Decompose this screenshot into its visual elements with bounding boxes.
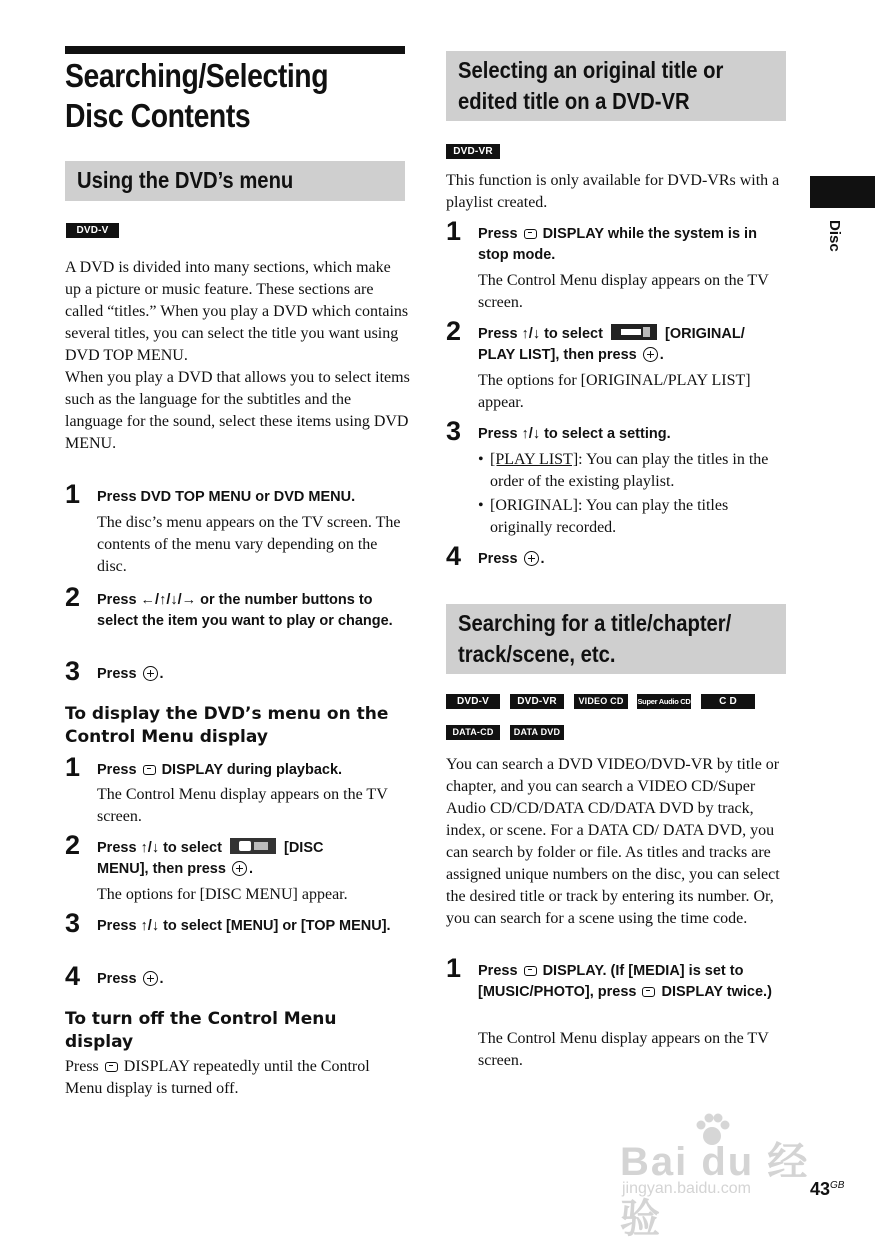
title-rule [65, 46, 405, 54]
display-button-icon [642, 987, 655, 997]
step-instruction: Press DVD TOP MENU or DVD MENU. [97, 489, 356, 505]
step-instruction: Press DISPLAY while the system is in stop mode. [478, 226, 757, 263]
step-instruction: Press ↑/↓ to select [DISC MENU], then press . [97, 840, 324, 877]
step-number: 3 [65, 656, 81, 686]
page-title-line2: Disc Contents [65, 97, 251, 134]
page-title [65, 56, 357, 136]
display-button-icon [143, 765, 156, 775]
enter-button-icon [143, 666, 158, 681]
step-number: 1 [446, 216, 462, 246]
section-heading-dvd-vr: Selecting an original title or edited title on a DVD-VR [446, 51, 786, 121]
page-title-line1: Searching/Selecting [65, 57, 329, 94]
step-instruction: Press ↑/↓ to select [MENU] or [TOP MENU]. [97, 918, 391, 934]
step-description: The options for [DISC MENU] appear. [97, 886, 348, 903]
step-number: 1 [65, 479, 81, 509]
side-tab-label: Disc [826, 220, 843, 252]
section-heading-search: Searching for a title/chapter/ track/scene, etc. [446, 604, 786, 674]
step-number: 2 [65, 830, 81, 860]
badge-dvd-vr: DVD-VR [446, 141, 500, 159]
display-button-icon [524, 229, 537, 239]
original-playlist-icon [611, 324, 657, 340]
display-button-icon [524, 966, 537, 976]
badge-dvd-vr: DVD-VR [510, 694, 564, 709]
step-description: The Control Menu display appears on the TV screen. [478, 1030, 769, 1069]
step-description: The Control Menu display appears on the TV screen. [97, 786, 388, 825]
step-number: 1 [446, 953, 462, 983]
bullet-playlist: • [PLAY LIST]: You can play the titles in the order of the existing playlist. [478, 451, 769, 490]
badge-data-dvd: DATA DVD [510, 725, 564, 740]
step-instruction: Press ↑/↓ to select a setting. [478, 426, 671, 442]
step-instruction: Press ←/↑/↓/→ or the number buttons to select the item you want to play or change. [97, 592, 393, 629]
subheading-display-menu: To display the DVD’s menu on the Control Menu display [65, 704, 389, 747]
step-number: 1 [65, 752, 81, 782]
search-paragraph: You can search a DVD VIDEO/DVD-VR by title or chapter, and you can search a VIDEO CD/Super Audio CD/CD/DATA CD/DATA DVD by track, index, or scene. For a DATA CD/ DATA DVD, you can search by folder or file. As titles and tracks are assigned unique numbers on the disc, you can select the desired title or track by entering its number. Or, you can search for a scene using the time code. [446, 756, 780, 927]
step-instruction: Press . [97, 666, 164, 682]
badge-dvd-v: DVD-V [66, 220, 119, 238]
enter-button-icon [524, 551, 539, 566]
step-description: The Control Menu display appears on the TV screen. [478, 272, 769, 311]
enter-button-icon [643, 347, 658, 362]
disc-type-badges [446, 694, 786, 754]
step-instruction: Press . [478, 551, 545, 567]
step-instruction: Press DISPLAY during playback. [97, 762, 343, 778]
step-instruction: Press ↑/↓ to select [ORIGINAL/ PLAY LIST], then press . [478, 326, 745, 363]
disc-menu-icon [230, 838, 276, 854]
subheading-turn-off: To turn off the Control Menu display [65, 1009, 337, 1052]
badge-dvd-v: DVD-V [446, 694, 500, 709]
step-number: 3 [446, 416, 462, 446]
step-instruction: Press DISPLAY. (If [MEDIA] is set to [MUSIC/PHOTO], press DISPLAY twice.) [478, 963, 772, 1000]
step-description: The disc’s menu appears on the TV screen. The contents of the menu vary depending on the disc. [97, 514, 401, 575]
section-heading-dvd-menu: Using the DVD’s menu [65, 161, 405, 201]
step-number: 2 [65, 582, 81, 612]
bullet-original: • [ORIGINAL]: You can play the titles originally recorded. [478, 497, 729, 536]
step-number: 3 [65, 908, 81, 938]
step-instruction: Press . [97, 971, 164, 987]
side-tab-marker [810, 176, 875, 208]
step-number: 2 [446, 316, 462, 346]
step-description: The options for [ORIGINAL/PLAY LIST] appear. [478, 372, 751, 411]
page-number: $43^{GB}$ [810, 1179, 845, 1199]
watermark: Bai du 经验 jingyan.baidu.com [620, 1110, 820, 1210]
badge-super-audio-cd: Super Audio CD [637, 694, 691, 709]
intro-paragraph: A DVD is divided into many sections, which make up a picture or music feature. These sections are called “titles.” When you play a DVD which contains several titles, you can select the title you want using DVD TOP MENU. When you play a DVD that allows you to select items such as the language for the subtitles and the language for the sound, select these items using DVD MENU. [65, 259, 410, 452]
turn-off-paragraph: Press DISPLAY repeatedly until the Control Menu display is turned off. [65, 1058, 370, 1097]
step-number: 4 [65, 961, 81, 991]
step-number: 4 [446, 541, 462, 571]
enter-button-icon [143, 971, 158, 986]
badge-video-cd: VIDEO CD [574, 694, 628, 709]
badge-cd: C D [701, 694, 755, 709]
display-button-icon [105, 1062, 118, 1072]
enter-button-icon [232, 861, 247, 876]
badge-data-cd: DATA-CD [446, 725, 500, 740]
dvd-vr-intro: This function is only available for DVD-VRs with a playlist created. [446, 172, 780, 211]
